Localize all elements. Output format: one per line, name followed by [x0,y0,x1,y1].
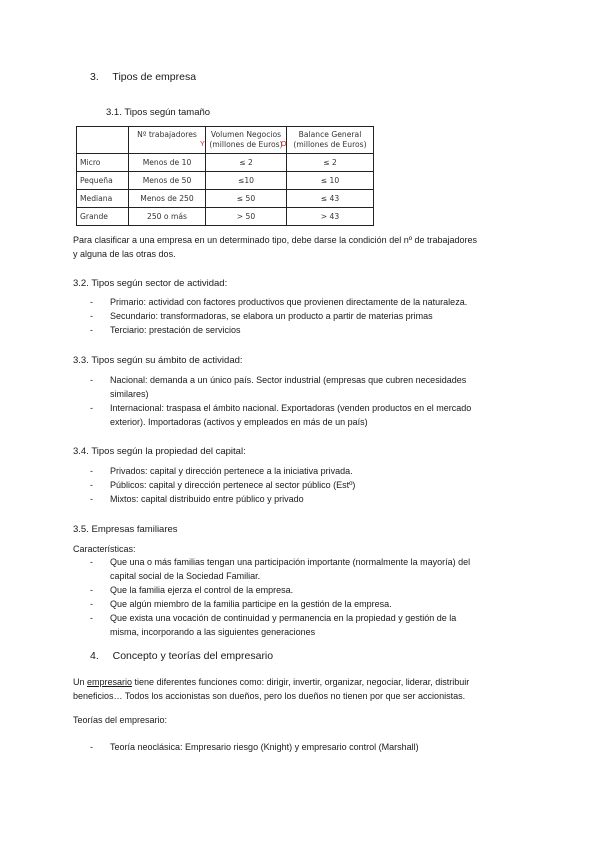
paragraph-text: Un [73,677,88,687]
list-item-text-continued: capital social de la Sociedad Familiar. [110,571,261,581]
table-row [77,208,374,226]
subsection-3-5-heading: 3.5. Empresas familiares [73,524,178,535]
list-item-text: Primario: actividad con factores productivos que provienen directamente de la naturaleza. [110,297,468,307]
characteristics-label: Características: [73,544,136,554]
empresario-paragraph-line: beneficios… Todos los accionistas son dueños, pero los dueños no tienen por que ser accionistas. [73,691,466,701]
header-employees: Nº trabajadores [137,130,197,139]
section-3-title: Tipos de empresa [112,71,197,83]
header-balance: Balance General [298,130,362,139]
bullet-dash: - [90,585,93,595]
table-cell: Mediana [77,190,129,208]
table-row [77,154,374,172]
section-3-heading [90,71,196,83]
section-4-title: Concepto y teorías del empresario [112,650,274,662]
list-item-text: Secundario: transformadoras, se elabora un producto a partir de materias primas [110,311,433,321]
subsection-3-1-heading: 3.1. Tipos según tamaño [106,107,211,118]
list-item-text: Que la familia ejerza el control de la empresa. [110,585,294,595]
bullet-dash: - [90,466,93,476]
subsection-3-2-heading: 3.2. Tipos según sector de actividad: [73,278,228,289]
table-cell: Micro [77,154,129,172]
bullet-dash: - [90,557,93,567]
list-item-text-continued: exterior). Importadoras (activos y empleados en más de un país) [110,417,368,427]
table-row [77,172,374,190]
bullet-dash: - [90,599,93,609]
bullet-dash: - [90,325,93,335]
table-row [77,190,374,208]
bullet-dash: - [90,742,93,752]
table-cell: ≤ 2 [206,154,287,172]
table-cell: Pequeña [77,172,129,190]
header-turnover-unit: (millones de Euros) [209,140,283,149]
theories-label: Teorías del empresario: [73,715,168,725]
company-size-table [76,126,374,226]
list-item-text: Mixtos: capital distribuido entre público y privado [110,494,304,504]
table-cell: Menos de 50 [129,172,206,190]
subsection-3-4-heading: 3.4. Tipos según la propiedad del capital: [73,446,246,457]
table-header-cell [77,127,129,154]
bullet-dash: - [90,403,93,413]
bullet-dash: - [90,311,93,321]
table-header-cell [281,127,374,154]
header-turnover: Volumen Negocios [210,130,282,139]
list-item-text: Que exista una vocación de continuidad y permanencia en la propiedad y gestión de la [110,613,457,623]
section-4-number: 4. [90,650,99,662]
bullet-dash: - [90,613,93,623]
empresario-paragraph-line [73,675,469,689]
bullet-dash: - [90,297,93,307]
header-balance-unit: (millones de Euros) [293,140,367,149]
table-cell: > 43 [287,208,374,226]
annotation-mark-y: Y [200,141,205,148]
list-item-text: Que algún miembro de la familia participe en la gestión de la empresa. [110,599,392,609]
table-cell: ≤ 43 [287,190,374,208]
list-item-text: Teoría neoclásica: Empresario riesgo (Knight) y empresario control (Marshall) [110,742,419,752]
subsection-3-3-heading: 3.3. Tipos según su ámbito de actividad: [73,355,243,366]
table-cell: ≤ 50 [206,190,287,208]
list-item-text: Nacional: demanda a un único país. Sector industrial (empresas que cubren necesidades [110,375,467,385]
table-cell: 250 o más [129,208,206,226]
table-cell: ≤ 2 [287,154,374,172]
table-header-row [77,127,374,154]
table-header-cell [129,127,206,154]
bullet-dash: - [90,480,93,490]
list-item-text: Internacional: traspasa el ámbito nacional. Exportadoras (venden productos en el mercado [110,403,472,413]
table-cell: Menos de 10 [129,154,206,172]
list-item-text-continued: similares) [110,389,149,399]
section-4-heading [90,650,273,662]
table-cell: ≤ 10 [287,172,374,190]
underlined-term: empresario [87,677,133,687]
list-item-text-continued: misma, incorporando a las siguientes generaciones [110,627,316,637]
table-cell: Grande [77,208,129,226]
table-note-line: Para clasificar a una empresa en un determinado tipo, debe darse la condición del nº de trabajadores [73,235,478,245]
table-cell: ≤10 [206,172,287,190]
table-cell: Menos de 250 [129,190,206,208]
list-item-text: Privados: capital y dirección pertenece a la iniciativa privada. [110,466,353,476]
bullet-dash: - [90,494,93,504]
list-item-text: Que una o más familias tengan una participación importante (normalmente la mayoría) del [110,557,471,567]
bullet-dash: - [90,375,93,385]
section-3-number: 3. [90,71,99,83]
table-note-line: y alguna de las otras dos. [73,249,176,259]
table-cell: > 50 [206,208,287,226]
list-item-text: Públicos: capital y dirección pertenece al sector público (Estº) [110,480,356,490]
table-header-cell [200,127,287,154]
list-item-text: Terciario: prestación de servicios [110,325,241,335]
paragraph-text: tiene diferentes funciones como: dirigir, invertir, organizar, negociar, liderar, distribuir [132,677,470,687]
annotation-mark-o: O [281,141,287,148]
